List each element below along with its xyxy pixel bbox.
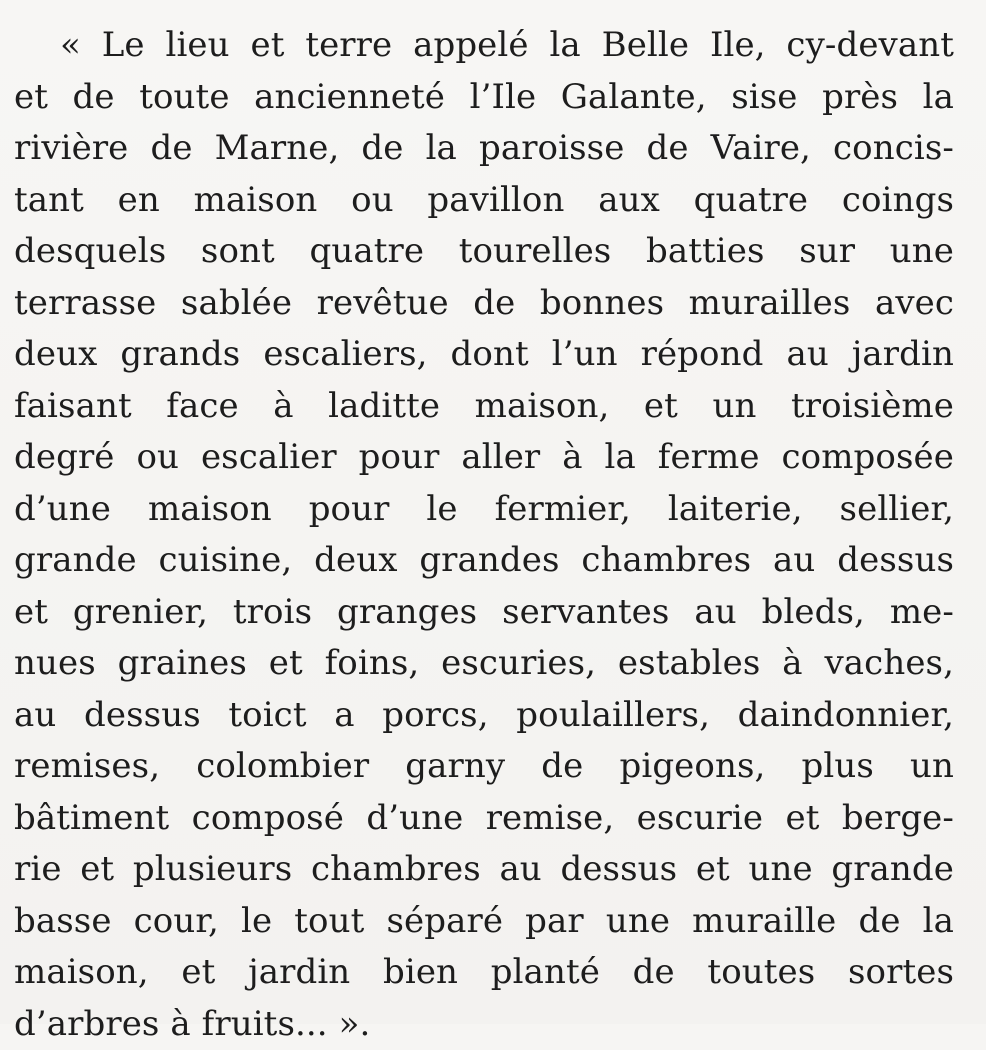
text-line-19: maison, et jardin bien planté de toutes sortes [14,947,954,999]
text-line-11: grande cuisine, deux grandes chambres au dessus [14,535,954,587]
text-line-18: basse cour, le tout séparé par une muraille de la [14,896,954,948]
text-line-10: d’une maison pour le fermier, laiterie, sellier, [14,484,954,536]
text-line-13: nues graines et foins, escuries, estables à vaches, [14,638,954,690]
text-line-6: terrasse sablée revêtue de bonnes murailles avec [14,278,954,330]
text-line-9: degré ou escalier pour aller à la ferme composée [14,432,954,484]
text-line-15: remises, colombier garny de pigeons, plus un [14,741,954,793]
text-line-14: au dessus toict a porcs, poulaillers, daindonnier, [14,690,954,742]
text-line-4: tant en maison ou pavillon aux quatre coings [14,175,954,227]
text-line-3: rivière de Marne, de la paroisse de Vaire, concis- [14,123,954,175]
text-line-12: et grenier, trois granges servantes au bleds, me- [14,587,954,639]
text-line-2: et de toute ancienneté l’Ile Galante, sise près la [14,72,954,124]
text-line-20: d’arbres à fruits... ». [14,999,954,1050]
text-line-5: desquels sont quatre tourelles batties sur une [14,226,954,278]
text-line-1: « Le lieu et terre appelé la Belle Ile, cy-devant [14,20,954,72]
text-line-17: rie et plusieurs chambres au dessus et une grande [14,844,954,896]
text-line-8: faisant face à laditte maison, et un troisième [14,381,954,433]
text-line-7: deux grands escaliers, dont l’un répond au jardin [14,329,954,381]
quotation-paragraph [14,20,954,1050]
text-line-16: bâtiment composé d’une remise, escurie et berge- [14,793,954,845]
